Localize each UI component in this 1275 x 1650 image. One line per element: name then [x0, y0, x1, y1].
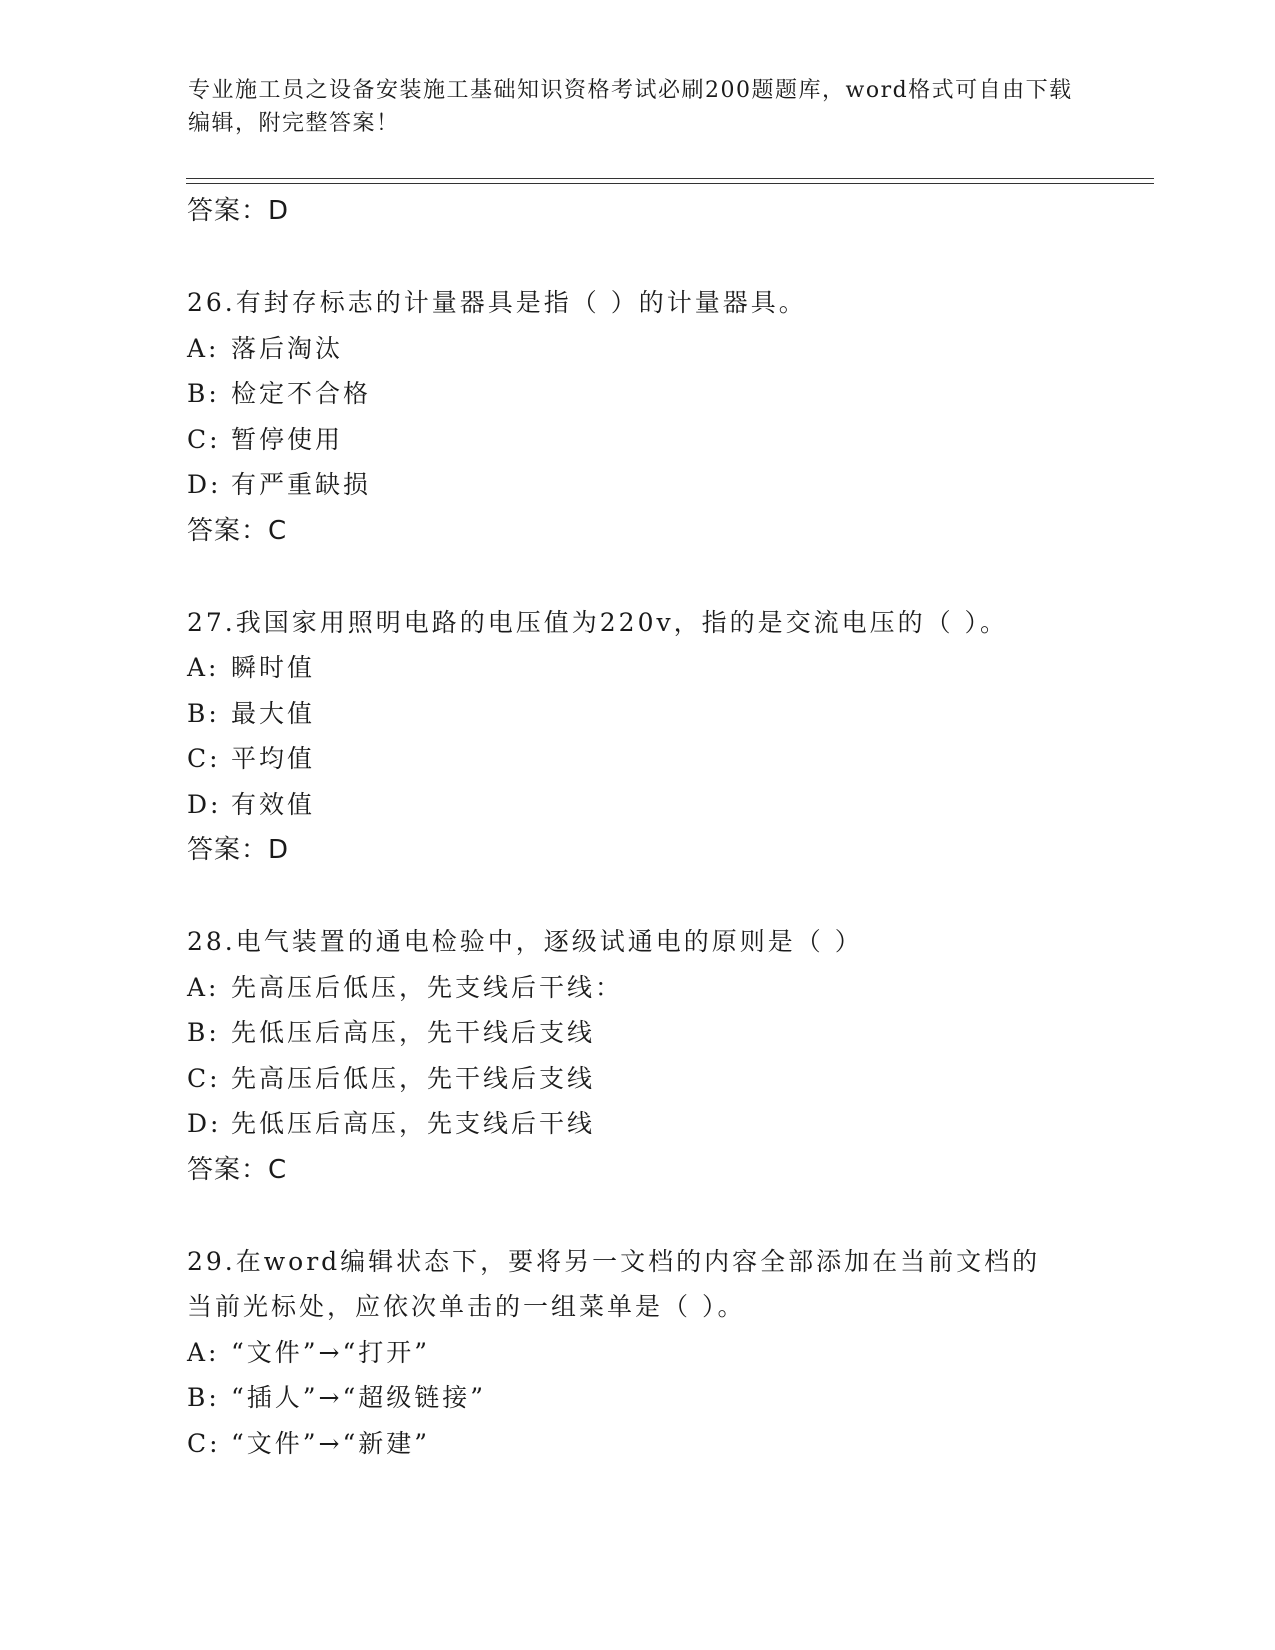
option-text: 先低压后高压，先支线后干线	[231, 1109, 596, 1138]
option-a	[187, 1330, 1087, 1376]
question-text: 26.有封存标志的计量器具是指（ ）的计量器具。	[187, 288, 807, 317]
option-letter: C:	[187, 1428, 221, 1458]
option-letter: B:	[187, 1018, 220, 1047]
option-letter: A:	[187, 333, 220, 363]
option-d	[187, 782, 1087, 828]
spacer	[187, 554, 1087, 600]
option-text: 落后淘汰	[231, 333, 344, 363]
answer-line: 答案：D	[187, 196, 290, 226]
option-a	[187, 965, 1087, 1011]
option-c	[187, 1056, 1087, 1102]
option-text: 瞬时值	[231, 653, 316, 682]
spacer	[187, 1193, 1087, 1239]
answer-line: 答案：C	[187, 515, 288, 546]
option-letter: A:	[187, 972, 220, 1002]
option-text: “文件”→“打开”	[231, 1337, 431, 1367]
header-divider-top	[186, 178, 1154, 179]
question-block	[187, 600, 1087, 874]
question-list	[187, 188, 1087, 1466]
spacer	[187, 234, 1087, 280]
question-text: 29.在word编辑状态下，要将另一文档的内容全部添加在当前文档的当前光标处，应依次单击的一组菜单是（ ）。	[187, 1246, 1041, 1321]
option-c	[187, 417, 1087, 463]
answer-line: 答案：C	[187, 1154, 288, 1185]
option-letter: B:	[187, 379, 220, 408]
option-letter: D:	[187, 1109, 222, 1138]
option-letter: D:	[187, 789, 222, 819]
option-text: 先低压后高压，先干线后支线	[231, 1018, 596, 1047]
question-text: 27.我国家用照明电路的电压值为220v，指的是交流电压的（ ）。	[187, 607, 1009, 637]
option-text: 检定不合格	[231, 379, 372, 408]
option-text: 有效值	[231, 789, 316, 819]
spacer	[187, 873, 1087, 919]
option-b	[187, 691, 1087, 737]
option-b	[187, 1375, 1087, 1421]
option-text: “插人”→“超级链接”	[231, 1383, 487, 1412]
option-letter: C:	[187, 1063, 221, 1093]
option-a	[187, 326, 1087, 372]
option-text: 暂停使用	[231, 424, 344, 454]
option-b	[187, 371, 1087, 417]
option-text: 先高压后低压，先支线后干线：	[231, 972, 624, 1002]
option-text: 有严重缺损	[231, 470, 372, 499]
question-block	[187, 1239, 1087, 1467]
option-letter: C:	[187, 744, 221, 773]
question-text: 28.电气装置的通电检验中，逐级试通电的原则是（ ）	[187, 927, 863, 956]
document-header: 专业施工员之设备安装施工基础知识资格考试必刷200题题库，word格式可自由下载编辑，附完整答案！	[188, 78, 1073, 136]
option-d	[187, 462, 1087, 508]
option-letter: B:	[187, 698, 220, 728]
option-a	[187, 645, 1087, 691]
option-b	[187, 1010, 1087, 1056]
option-letter: A:	[187, 653, 220, 682]
option-c	[187, 736, 1087, 782]
option-text: “文件”→“新建”	[231, 1428, 431, 1458]
question-block	[187, 280, 1087, 554]
option-text: 最大值	[231, 698, 316, 728]
option-text: 先高压后低压，先干线后支线	[231, 1063, 596, 1093]
option-letter: B:	[187, 1383, 220, 1412]
option-letter: C:	[187, 424, 221, 454]
option-letter: D:	[187, 470, 222, 499]
option-text: 平均值	[231, 744, 316, 773]
answer-line: 答案：D	[187, 835, 290, 865]
option-c	[187, 1421, 1087, 1467]
header-divider-bottom	[186, 183, 1154, 184]
option-d	[187, 1101, 1087, 1147]
question-block	[187, 919, 1087, 1193]
option-letter: A:	[187, 1337, 220, 1367]
